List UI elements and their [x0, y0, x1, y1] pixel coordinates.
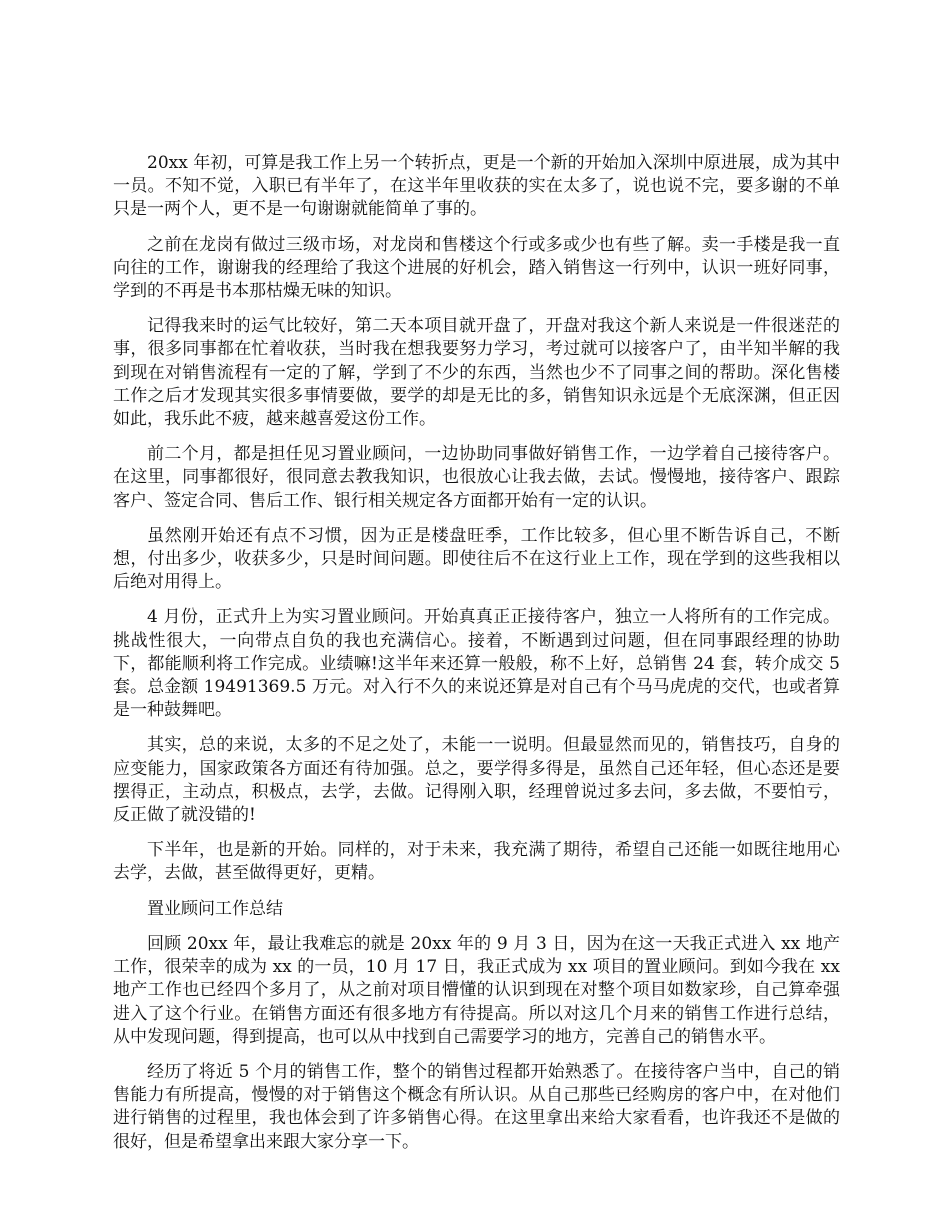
paragraph-2: 之前在龙岗有做过三级市场，对龙岗和售楼这个行或多或少也有些了解。卖一手楼是我一直向往的工作，谢谢我的经理给了我这个进展的好机会，踏入销售这一行列中，认识一班好同事，学到的不再是书本那枯燥无味的知识。 — [113, 234, 840, 302]
paragraph-9: 回顾 20xx 年，最让我难忘的就是 20xx 年的 9 月 3 日，因为在这一天我正式进入 xx 地产工作，很荣幸的成为 xx 的一员，10 月 17 日，我正式成为 xx 项目的置业顾问。到如今我在 xx 地产工作也已经四个多月了，从之前对项目懵懂的认识到现在对整个项目如数家珍，自己算牵强进入了这个行业。在销售方面还有很多地方有待提高。所以对这几个月来的销售工作进行总结，从中发现问题，得到提高，也可以从中找到自己需要学习的地方，完善自己的销售水平。 — [113, 933, 840, 1047]
paragraph-7: 其实，总的来说，太多的不足之处了，未能一一说明。但最显然而见的，销售技巧，自身的应变能力，国家政策各方面还有待加强。总之，要学得多得是，虽然自己还年轻，但心态还是要摆得正，主动点，积极点，去学，去做。记得刚入职，经理曾说过多去问，多去做，不要怕亏，反正做了就没错的! — [113, 735, 840, 826]
paragraph-4: 前二个月，都是担任见习置业顾问，一边协助同事做好销售工作，一边学着自己接待客户。在这里，同事都很好，很同意去教我知识，也很放心让我去做，去试。慢慢地，接待客户、跟踪客户、签定合同、售后工作、银行相关规定各方面都开始有一定的认识。 — [113, 444, 840, 511]
paragraph-3: 记得我来时的运气比较好，第二天本项目就开盘了，开盘对我这个新人来说是一件很迷茫的事，很多同事都在忙着收获，当时我在想我要努力学习，考过就可以接客户了，由半知半解的我到现在对销售流程有一定的了解，学到了不少的东西，当然也少不了同事之间的帮助。深化售楼工作之后才发现其实很多事情要做，要学的却是无比的多，销售知识永远是个无底深渊，但正因如此，我乐此不疲，越来越喜爱这份工作。 — [113, 316, 840, 430]
paragraph-6: 4 月份，正式升上为实习置业顾问。开始真真正正接待客户，独立一人将所有的工作完成。挑战性很大，一向带点自负的我也充满信心。接着，不断遇到过问题，但在同事跟经理的协助下，都能顺利将工作完成。业绩嘛!这半年来还算一般般，称不上好，总销售 24 套，转介成交 5 套。总金额 19491369.5 万元。对入行不久的来说还算是对自己有个马马虎虎的交代，也或者算是一种鼓舞吧。 — [113, 607, 840, 721]
document-body — [113, 152, 840, 1166]
paragraph-10: 经历了将近 5 个月的销售工作，整个的销售过程都开始熟悉了。在接待客户当中，自己的销售能力有所提高，慢慢的对于销售这个概念有所认识。从自己那些已经购房的客户中，在对他们进行销售的过程里，我也体会到了许多销售心得。在这里拿出来给大家看看，也许我还不是做的很好，但是希望拿出来跟大家分享一下。 — [113, 1061, 840, 1152]
paragraph-1: 20xx 年初，可算是我工作上另一个转折点，更是一个新的开始加入深圳中原进展，成为其中一员。不知不觉，入职已有半年了，在这半年里收获的实在太多了，说也说不完，要多谢的不单只是一两个人，更不是一句谢谢就能简单了事的。 — [113, 153, 840, 220]
paragraph-5: 虽然刚开始还有点不习惯，因为正是楼盘旺季，工作比较多，但心里不断告诉自己，不断想，付出多少，收获多少，只是时间问题。即使往后不在这行业上工作，现在学到的这些我相以后绝对用得上。 — [113, 525, 840, 593]
paragraph-8: 下半年，也是新的开始。同样的，对于未来，我充满了期待，希望自己还能一如既往地用心去学，去做，甚至做得更好，更精。 — [113, 840, 840, 884]
section-heading: 置业顾问工作总结 — [147, 898, 283, 919]
